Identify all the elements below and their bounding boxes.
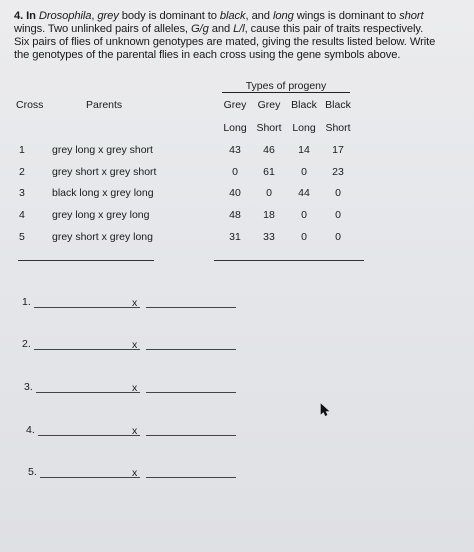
- parents-cell: black long x grey long: [52, 187, 154, 199]
- progeny-count: 17: [332, 144, 344, 156]
- answer-blank-right[interactable]: [146, 349, 236, 350]
- parents-header: Parents: [86, 99, 123, 111]
- answer-blank-right[interactable]: [146, 477, 236, 478]
- answer-blank-left[interactable]: [38, 435, 140, 436]
- table-underline-right: [214, 260, 364, 261]
- progeny-count: 0: [301, 209, 307, 221]
- question-line: [14, 23, 466, 36]
- progeny-count: 0: [335, 231, 341, 243]
- answer-blank-right[interactable]: [146, 392, 236, 393]
- progeny-count: 46: [263, 144, 275, 156]
- progeny-count: 0: [335, 187, 341, 199]
- progeny-count: 0: [232, 166, 238, 178]
- question-italic-fragment: short: [399, 10, 424, 22]
- progeny-count: 44: [298, 187, 310, 199]
- progeny-type-header: Grey: [223, 99, 247, 111]
- answer-blank-left[interactable]: [34, 307, 140, 308]
- progeny-count: 61: [263, 166, 275, 178]
- question-italic-fragment: Drosophila: [38, 10, 92, 22]
- cross-symbol: x: [132, 425, 138, 437]
- parents-cell: grey long x grey long: [52, 209, 150, 221]
- mouse-pointer-icon: [320, 403, 330, 417]
- progeny-count: 14: [298, 144, 310, 156]
- question-text-fragment: ,: [91, 10, 98, 22]
- progeny-count: 33: [263, 231, 275, 243]
- progeny-count: 0: [335, 209, 341, 221]
- question-text-fragment: and: [208, 23, 234, 35]
- question-text-fragment: , and: [245, 10, 273, 22]
- cross-symbol: x: [132, 467, 138, 479]
- question-italic-fragment: L/l: [233, 23, 245, 35]
- progeny-count: 31: [229, 231, 241, 243]
- progeny-count: 0: [301, 166, 307, 178]
- progeny-type-header: Short: [325, 122, 351, 134]
- answer-blank-left[interactable]: [36, 392, 140, 393]
- progeny-type-header: Long: [223, 122, 247, 134]
- question-text-fragment: wings. Two unlinked pairs of alleles,: [14, 23, 191, 35]
- question-text-fragment: wings is dominant to: [293, 10, 400, 22]
- question-text-fragment: body is dominant to: [118, 10, 220, 22]
- progeny-type-header: Black: [325, 99, 351, 111]
- answer-blank-right[interactable]: [146, 435, 236, 436]
- progeny-count: 0: [301, 231, 307, 243]
- question-italic-fragment: grey: [97, 10, 119, 22]
- cross-symbol: x: [132, 297, 138, 309]
- question-italic-fragment: black: [219, 10, 246, 22]
- progeny-type-header: Black: [291, 99, 317, 111]
- progeny-count: 40: [229, 187, 241, 199]
- question-line: [14, 10, 466, 23]
- cross-number: 4: [19, 209, 25, 221]
- cross-number: 5: [19, 231, 25, 243]
- parents-cell: grey long x grey short: [52, 144, 153, 156]
- progeny-type-header: Short: [256, 122, 282, 134]
- answer-number: 3.: [24, 381, 33, 393]
- cross-number: 3: [19, 187, 25, 199]
- answer-number: 4.: [26, 424, 35, 436]
- parents-cell: grey short x grey short: [52, 166, 157, 178]
- question-text-fragment: 4. In: [14, 10, 39, 22]
- question-line: [14, 49, 466, 62]
- question-text-fragment: , cause this pair of traits respectively.: [244, 23, 424, 35]
- progeny-type-header: Grey: [257, 99, 281, 111]
- question-italic-fragment: G/g: [190, 23, 209, 35]
- cross-number: 1: [19, 144, 25, 156]
- progeny-count: 48: [229, 209, 241, 221]
- progeny-count: 18: [263, 209, 275, 221]
- cross-symbol: x: [132, 339, 138, 351]
- answer-number: 5.: [28, 466, 37, 478]
- question-italic-fragment: long: [272, 10, 294, 22]
- answer-blank-left[interactable]: [40, 477, 140, 478]
- question-text-fragment: Six pairs of flies of unknown genotypes are mated, giving the results listed below. Write: [14, 36, 436, 48]
- question-line: [14, 36, 466, 49]
- progeny-count: 0: [266, 187, 272, 199]
- cross-symbol: x: [132, 382, 138, 394]
- cross-header: Cross: [16, 99, 44, 111]
- answer-blank-right[interactable]: [146, 307, 236, 308]
- answer-number: 1.: [22, 296, 31, 308]
- answer-number: 2.: [22, 338, 31, 350]
- table-underline-left: [18, 260, 154, 261]
- progeny-type-header: Long: [292, 122, 316, 134]
- answer-blank-left[interactable]: [34, 349, 140, 350]
- progeny-count: 43: [229, 144, 241, 156]
- progeny-count: 23: [332, 166, 344, 178]
- question-text: [14, 10, 466, 62]
- cross-number: 2: [19, 166, 25, 178]
- question-text-fragment: the genotypes of the parental flies in each cross using the gene symbols above.: [14, 49, 401, 61]
- progeny-header: Types of progeny: [222, 80, 350, 93]
- parents-cell: grey short x grey long: [52, 231, 153, 243]
